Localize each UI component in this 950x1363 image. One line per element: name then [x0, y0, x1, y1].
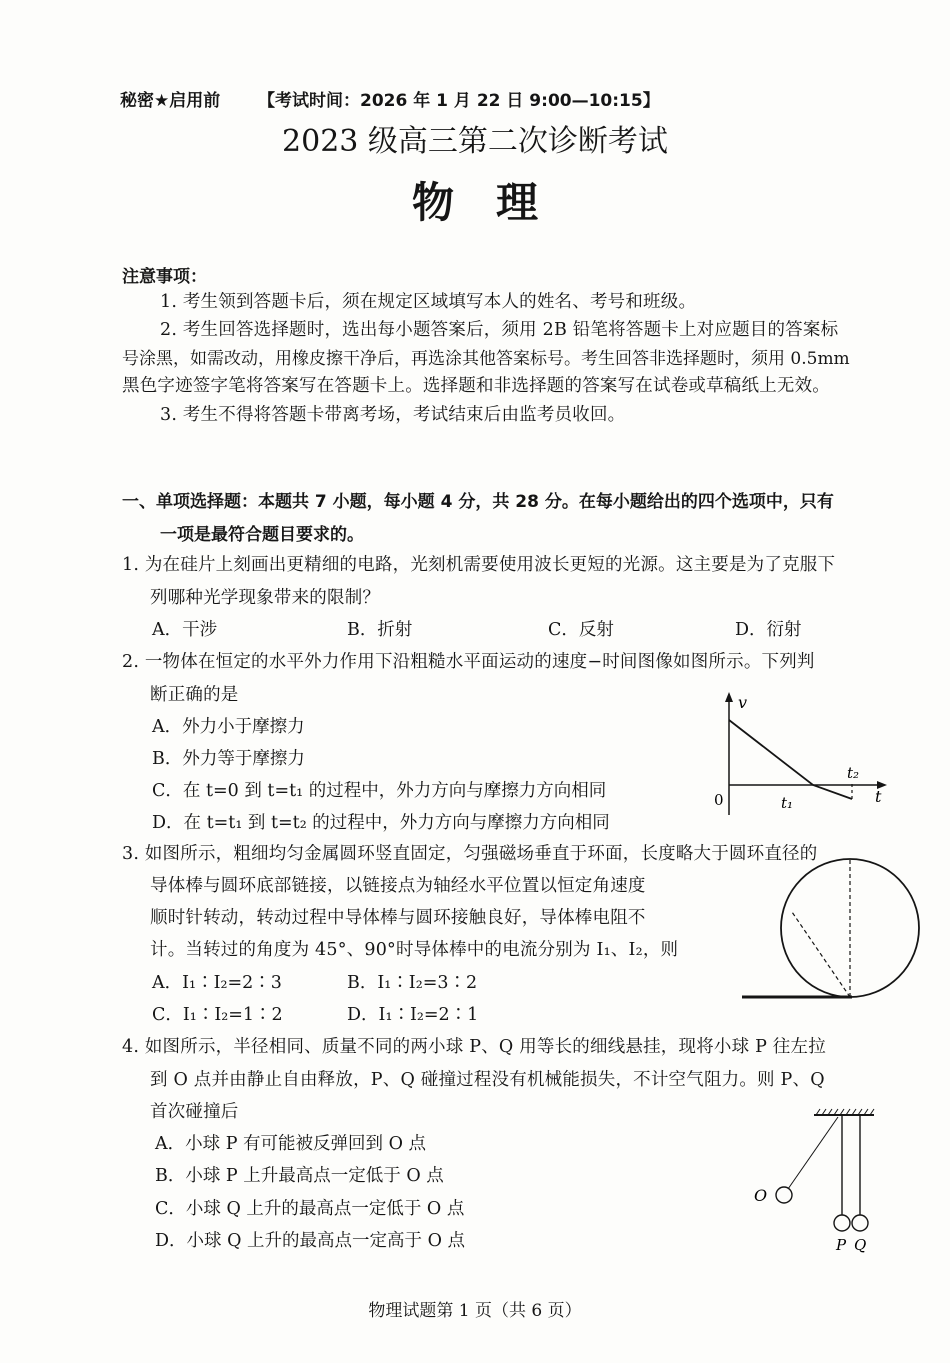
- q3-option-c: C．I₁∶I₂=1∶2: [152, 1005, 283, 1025]
- q2-stem-line-2: 断正确的是: [150, 685, 239, 705]
- q3-metal-ring: [781, 859, 919, 997]
- notice-line-5: 3. 考生不得将答题卡带离考场，考试结束后由监考员收回。: [160, 405, 626, 425]
- q3-stem-line-1: 3. 如图所示，粗细均匀金属圆环竖直固定，匀强磁场垂直于环面，长度略大于圆环直径的: [122, 844, 818, 864]
- subject-title: 物 理: [411, 178, 538, 227]
- q3-stem-line-3: 顺时针转动，转动过程中导体棒与圆环接触良好，导体棒电阻不: [150, 908, 646, 928]
- q2-t1-label: t₁: [781, 794, 794, 812]
- section-heading-line-1: 一、单项选择题：本题共 7 小题，每小题 4 分，共 28 分。在每小题给出的四个选项中，只有: [122, 492, 834, 512]
- exam-title: 2023 级高三第二次诊断考试: [282, 124, 668, 159]
- q4-option-d: D．小球 Q 上升的最高点一定高于 O 点: [155, 1231, 465, 1251]
- notice-line-2: 2. 考生回答选择题时，选出每小题答案后，须用 2B 铅笔将答题卡上对应题目的答案标: [160, 320, 839, 340]
- q2-stem-line-1: 2. 一物体在恒定的水平外力作用下沿粗糙水平面运动的速度−时间图像如图所示。下列判: [122, 652, 815, 672]
- q2-v-arrow-icon: [725, 692, 733, 702]
- q1-stem-line-1: 1. 为在硅片上刻画出更精细的电路，光刻机需要使用波长更短的光源。这主要是为了克服下: [122, 555, 836, 575]
- page-footer: 物理试题第 1 页（共 6 页）: [368, 1301, 582, 1321]
- q3-ring-figure: [740, 860, 920, 1005]
- q3-diagonal-dashed-rod: [792, 912, 850, 997]
- secret-label: 秘密★启用前: [120, 91, 221, 111]
- q4-stem-line-3: 首次碰撞后: [150, 1102, 239, 1122]
- q4-string-to-o: [788, 1117, 838, 1189]
- q2-vt-graph: [705, 690, 895, 820]
- notice-line-3: 号涂黑，如需改动，用橡皮擦干净后，再选涂其他答案标号。考生回答非选择题时，须用 0.5mm: [122, 349, 850, 369]
- q2-origin-label: 0: [714, 791, 724, 809]
- q1-option-a: A．干涉: [152, 620, 218, 640]
- q2-option-d: D．在 t=t₁ 到 t=t₂ 的过程中，外力方向与摩擦力方向相同: [152, 813, 610, 833]
- q4-pendulum-figure: [750, 1105, 880, 1255]
- q4-ball-q: [852, 1215, 868, 1231]
- q2-velocity-line: [729, 720, 852, 799]
- q2-t2-label: t₂: [847, 764, 860, 782]
- q4-option-b: B．小球 P 上升最高点一定低于 O 点: [155, 1166, 444, 1186]
- q1-option-c: C．反射: [548, 620, 614, 640]
- q2-option-b: B．外力等于摩擦力: [152, 749, 305, 769]
- q3-stem-line-2: 导体棒与圆环底部链接，以链接点为轴经水平位置以恒定角速度: [150, 876, 646, 896]
- q1-option-b: B．折射: [347, 620, 413, 640]
- q4-option-a: A．小球 P 有可能被反弹回到 O 点: [155, 1134, 427, 1154]
- exam-time: 【考试时间：2026 年 1 月 22 日 9:00—10:15】: [258, 91, 660, 111]
- q4-p-label: P: [836, 1236, 847, 1254]
- q2-t-label: t: [875, 787, 882, 806]
- q4-ball-at-o: [776, 1187, 792, 1203]
- q1-option-d: D．衍射: [735, 620, 802, 640]
- q2-option-a: A．外力小于摩擦力: [152, 717, 305, 737]
- q2-v-label: v: [738, 693, 748, 712]
- q3-stem-line-4: 计。当转过的角度为 45°、90°时导体棒中的电流分别为 I₁、I₂，则: [150, 940, 679, 960]
- notice-line-4: 黑色字迹签字笔将答案写在答题卡上。选择题和非选择题的答案写在试卷或草稿纸上无效。: [122, 376, 830, 396]
- notice-line-1: 1. 考生领到答题卡后，须在规定区域填写本人的姓名、考号和班级。: [160, 292, 697, 312]
- q4-ball-p: [834, 1215, 850, 1231]
- q3-option-a: A．I₁∶I₂=2∶3: [152, 973, 282, 993]
- section-heading-line-2: 一项是最符合题目要求的。: [160, 525, 364, 545]
- q2-option-c: C．在 t=0 到 t=t₁ 的过程中，外力方向与摩擦力方向相同: [152, 781, 607, 801]
- q4-q-label: Q: [854, 1236, 867, 1254]
- q4-stem-line-2: 到 O 点并由静止自由释放，P、Q 碰撞过程没有机械能损失，不计空气阻力。则 P、Q: [150, 1070, 825, 1090]
- q4-stem-line-1: 4. 如图所示，半径相同、质量不同的两小球 P、Q 用等长的细线悬挂，现将小球 P 往左拉: [122, 1037, 826, 1057]
- q3-option-d: D．I₁∶I₂=2∶1: [347, 1005, 479, 1025]
- q3-option-b: B．I₁∶I₂=3∶2: [347, 973, 478, 993]
- q4-o-label: O: [754, 1186, 768, 1205]
- notice-heading: 注意事项：: [122, 267, 207, 287]
- q1-stem-line-2: 列哪种光学现象带来的限制？: [150, 588, 381, 608]
- q4-option-c: C．小球 Q 上升的最高点一定低于 O 点: [155, 1199, 465, 1219]
